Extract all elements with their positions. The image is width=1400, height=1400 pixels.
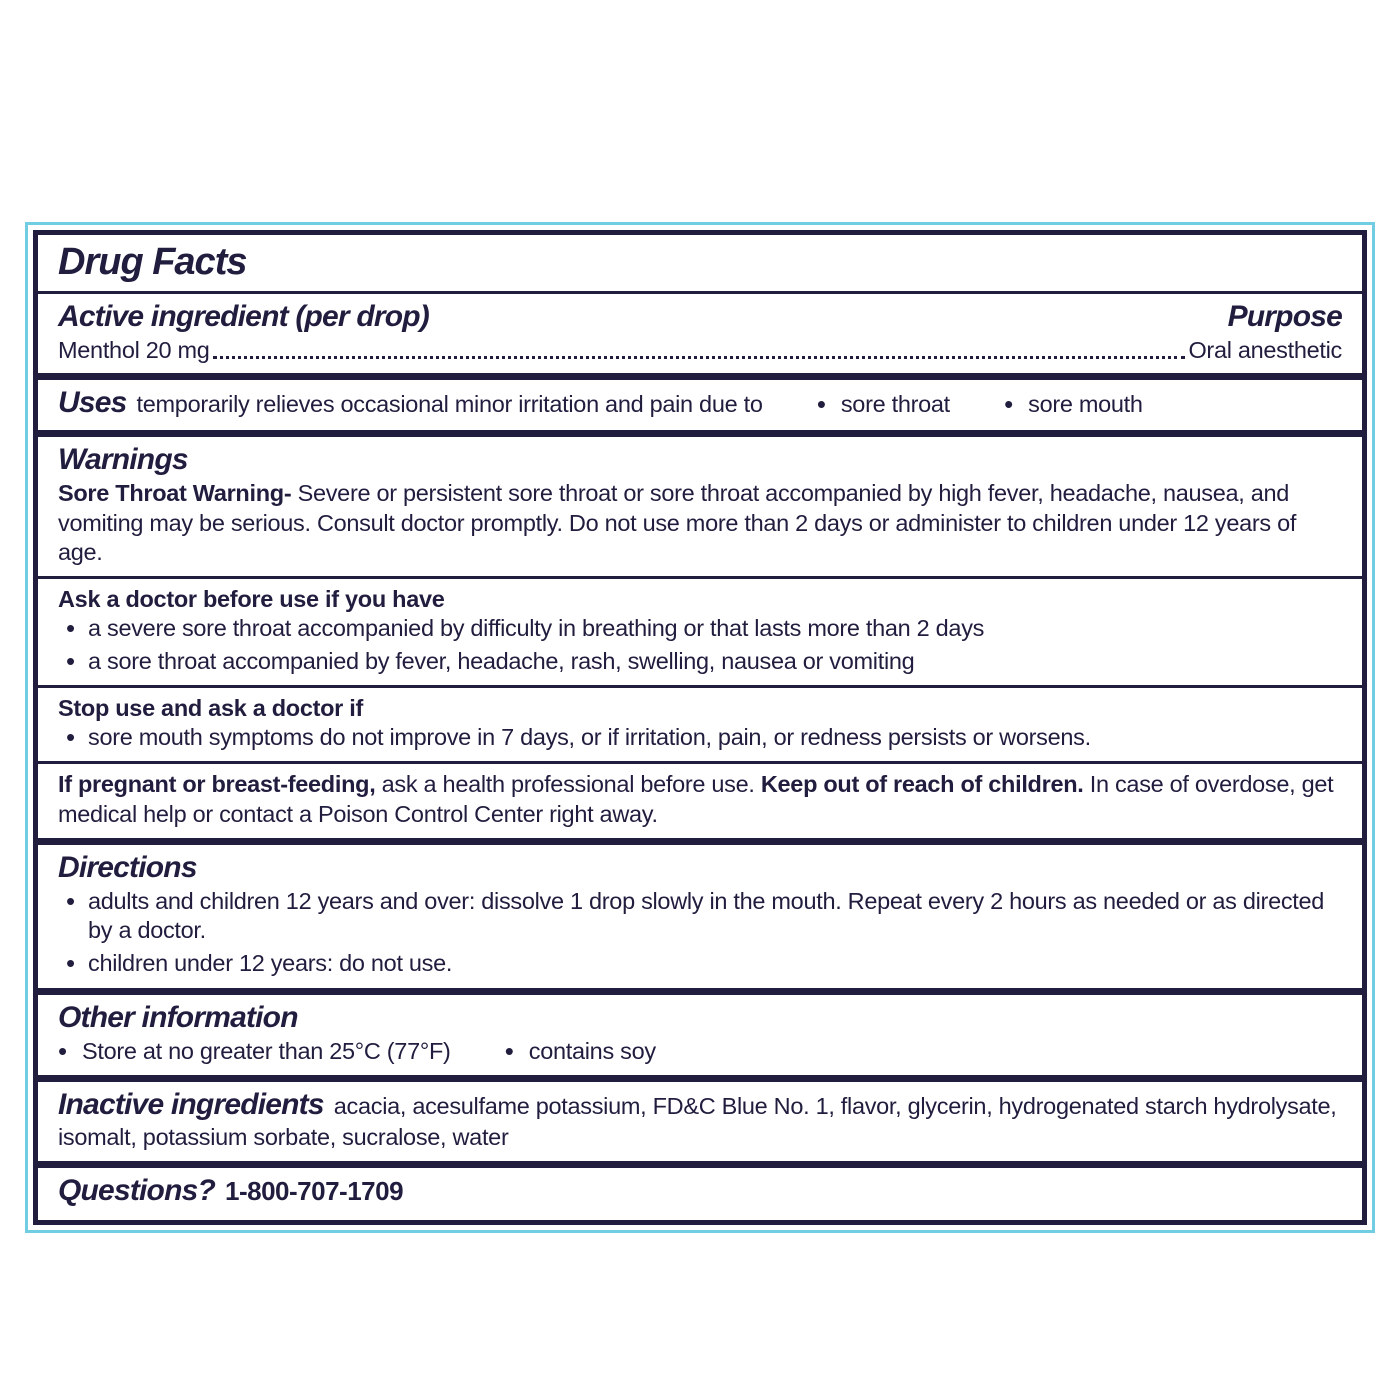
drug-facts-label (25, 222, 1375, 1233)
directions-section (38, 845, 1362, 988)
section-divider (38, 1161, 1362, 1168)
questions-phone-number: 1-800-707-1709 (225, 1175, 404, 1206)
other-information-section (38, 995, 1362, 1076)
keep-out-of-reach-bold: Keep out of reach of children. (760, 771, 1084, 798)
drug-facts-panel (33, 230, 1367, 1225)
ask-doctor-section (38, 579, 1362, 685)
active-ingredient-heading: Active ingredient (per drop) (58, 299, 429, 333)
purpose-heading: Purpose (1227, 299, 1342, 333)
pregnancy-section (38, 764, 1362, 837)
uses-text: temporarily relieves occasional minor irritation and pain due to (136, 391, 763, 418)
stop-use-bullet: • sore mouth symptoms do not improve in 7 days, or if irritation, pain, or redness persists or worsens. (58, 723, 1342, 752)
ask-doctor-heading: Ask a doctor before use if you have (58, 585, 445, 612)
uses-bullet-sore-throat: • sore throat (817, 390, 950, 419)
other-information-heading: Other information (58, 1000, 298, 1034)
inactive-ingredients-section (38, 1082, 1362, 1161)
directions-bullet: • adults and children 12 years and over: dissolve 1 drop slowly in the mouth. Repeat every 2 hours as needed or as directed by a doctor. (58, 887, 1342, 945)
title-section (38, 235, 1362, 291)
inactive-ingredients-heading: Inactive ingredients (58, 1088, 324, 1122)
page-title: Drug Facts (58, 241, 247, 283)
section-divider (38, 838, 1362, 845)
uses-section (38, 380, 1362, 430)
sore-throat-warning-label: Sore Throat Warning- (58, 480, 292, 507)
ask-doctor-bullet: • a severe sore throat accompanied by difficulty in breathing or that lasts more than 2 days (58, 614, 1342, 643)
questions-section (38, 1168, 1362, 1221)
dotted-leader (213, 356, 1186, 359)
section-divider (38, 1075, 1362, 1082)
section-divider (38, 430, 1362, 437)
storage-bullet: • Store at no greater than 25°C (77°F) (58, 1037, 451, 1066)
sore-throat-warning-text: Severe or persistent sore throat or sore throat accompanied by high fever, headache, nausea, and vomiting may be serious. Consult doctor promptly. Do not use more than 2 days or administer to children under 12 years of age. (58, 480, 1297, 565)
ingredient-row (58, 336, 1342, 364)
directions-heading: Directions (58, 850, 197, 884)
section-divider (38, 373, 1362, 380)
stop-use-heading: Stop use and ask a doctor if (58, 695, 363, 722)
warnings-heading: Warnings (58, 442, 188, 476)
pregnancy-text: ask a health professional before use. (375, 771, 761, 798)
directions-bullet: • children under 12 years: do not use. (58, 949, 1342, 978)
section-divider (38, 988, 1362, 995)
ingredient-purpose: Oral anesthetic (1188, 337, 1342, 364)
overdose-text: In case of overdose, get medical help or contact a Poison Control Center right away. (58, 771, 1334, 827)
inactive-ingredients-list: acacia, acesulfame potassium, FD&C Blue No. 1, flavor, glycerin, hydrogenated starch hydrolysate, isomalt, potassium sorbate, sucralose, water (58, 1093, 1337, 1150)
warnings-section (38, 437, 1362, 576)
sore-throat-warning (58, 479, 1342, 566)
contains-soy-bullet: • contains soy (505, 1037, 656, 1066)
uses-bullet-sore-mouth: • sore mouth (1004, 390, 1143, 419)
pregnancy-bold: If pregnant or breast-feeding, (58, 771, 376, 798)
ingredient-name: Menthol 20 mg (58, 337, 210, 364)
ask-doctor-bullet: • a sore throat accompanied by fever, headache, rash, swelling, nausea or vomiting (58, 647, 1342, 676)
active-ingredient-section (38, 294, 1362, 374)
stop-use-section (38, 688, 1362, 761)
uses-heading: Uses (58, 386, 127, 420)
questions-heading: Questions? (58, 1173, 216, 1207)
